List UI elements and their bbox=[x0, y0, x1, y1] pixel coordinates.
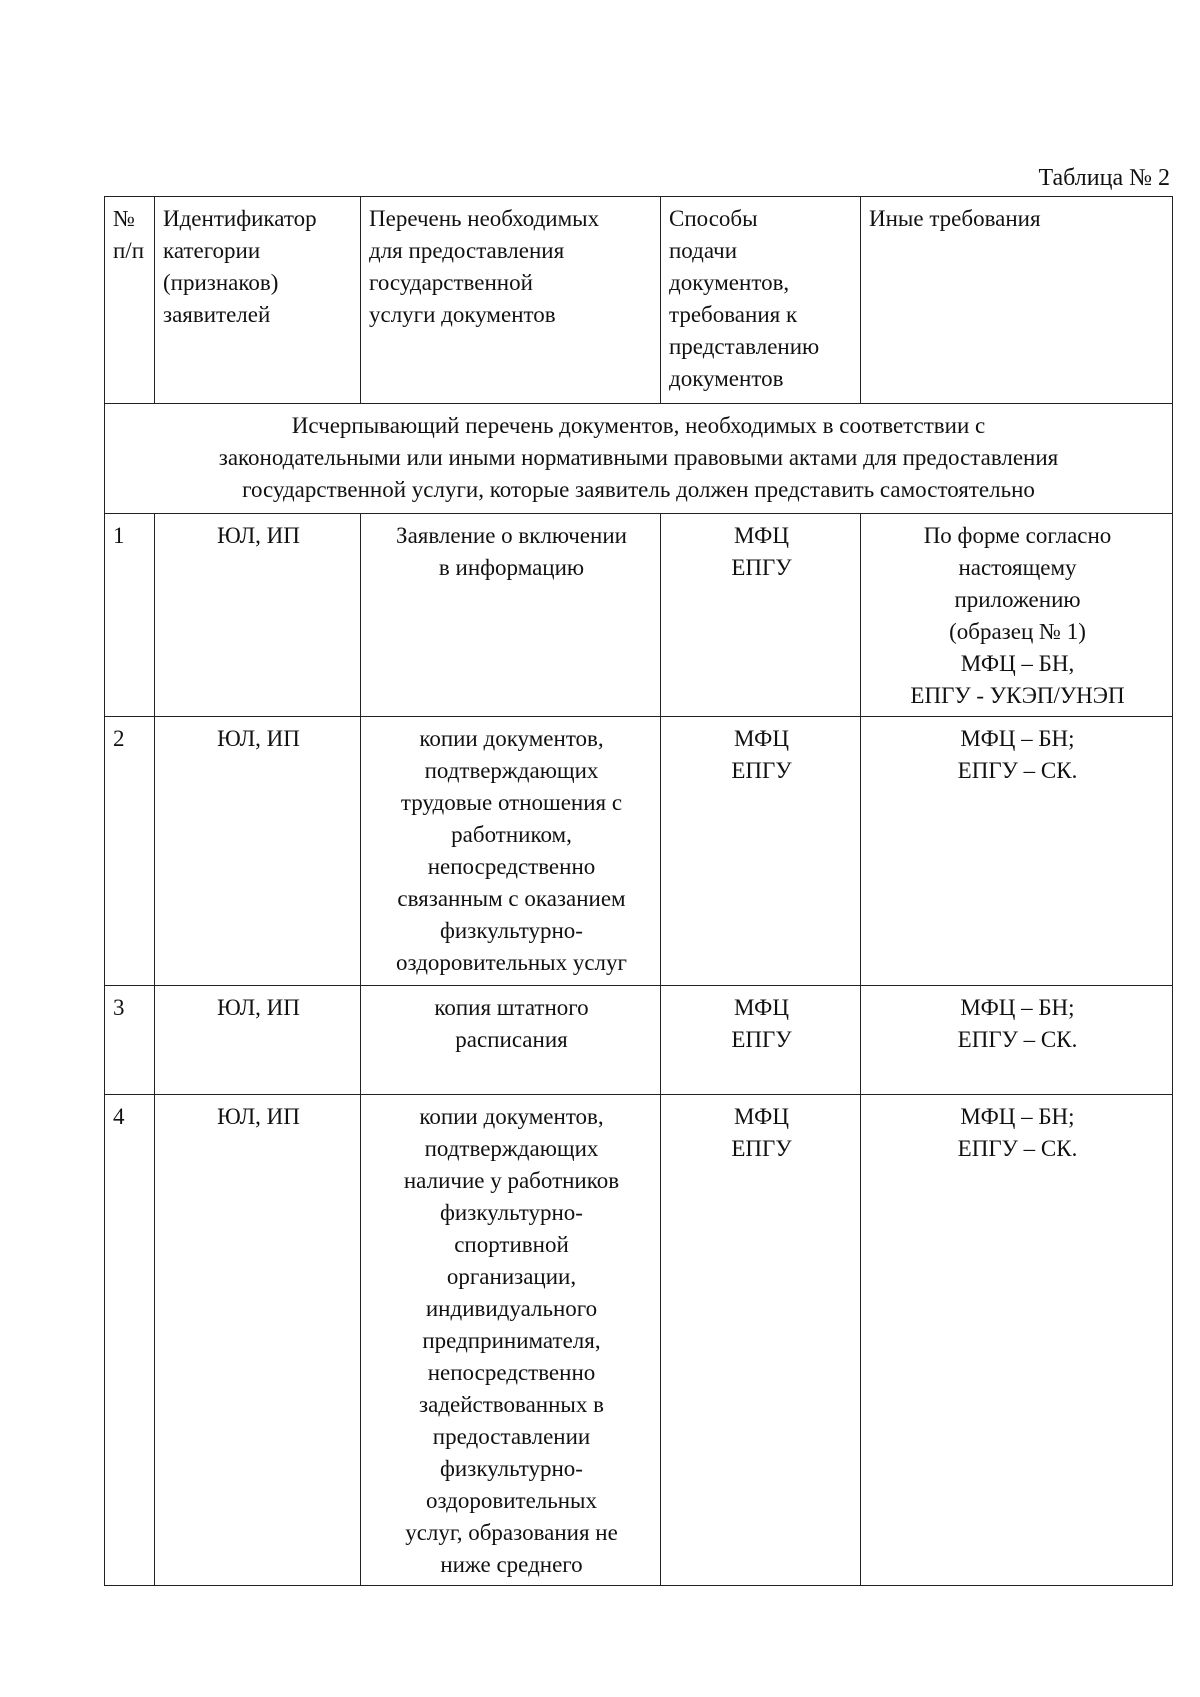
row-document: копии документов, подтверждающих наличие у работников физкультурно- спортивной организации, индивидуального предпринимателя, непосредственно задействованных в предоставлении физкультурно- оздоровительных услуг, образования не ниже среднего bbox=[361, 1095, 661, 1586]
header-num: № п/п bbox=[105, 197, 155, 404]
row-other: По форме согласно настоящему приложению (образец № 1) МФЦ – БН, ЕПГУ - УКЭП/УНЭП bbox=[861, 514, 1173, 717]
row-category: ЮЛ, ИП bbox=[155, 1095, 361, 1586]
row-methods: МФЦ ЕПГУ bbox=[661, 986, 861, 1095]
row-other: МФЦ – БН; ЕПГУ – СК. bbox=[861, 1095, 1173, 1586]
requirements-table bbox=[104, 196, 1173, 1586]
table-row bbox=[105, 514, 1173, 717]
row-methods: МФЦ ЕПГУ bbox=[661, 1095, 861, 1586]
row-num: 3 bbox=[105, 986, 155, 1095]
row-document: копии документов, подтверждающих трудовые отношения с работником, непосредственно связанным с оказанием физкультурно- оздоровительных услуг bbox=[361, 717, 661, 986]
row-methods: МФЦ ЕПГУ bbox=[661, 514, 861, 717]
table-row bbox=[105, 986, 1173, 1095]
row-other: МФЦ – БН; ЕПГУ – СК. bbox=[861, 986, 1173, 1095]
section-row bbox=[105, 404, 1173, 514]
table-row bbox=[105, 717, 1173, 986]
row-document: Заявление о включении в информацию bbox=[361, 514, 661, 717]
table-caption: Таблица № 2 bbox=[1038, 165, 1170, 191]
section-title: Исчерпывающий перечень документов, необходимых в соответствии с законодательными или иными нормативными правовыми актами для предоставления государственной услуги, которые заявитель должен представить самостоятельно bbox=[105, 404, 1173, 514]
row-category: ЮЛ, ИП bbox=[155, 986, 361, 1095]
table-header-row bbox=[105, 197, 1173, 404]
header-category: Идентификатор категории (признаков) заявителей bbox=[155, 197, 361, 404]
row-category: ЮЛ, ИП bbox=[155, 514, 361, 717]
row-category: ЮЛ, ИП bbox=[155, 717, 361, 986]
row-document: копия штатного расписания bbox=[361, 986, 661, 1095]
table-row bbox=[105, 1095, 1173, 1586]
row-methods: МФЦ ЕПГУ bbox=[661, 717, 861, 986]
row-num: 4 bbox=[105, 1095, 155, 1586]
header-methods: Способы подачи документов, требования к представлению документов bbox=[661, 197, 861, 404]
row-num: 1 bbox=[105, 514, 155, 717]
header-other: Иные требования bbox=[861, 197, 1173, 404]
header-documents: Перечень необходимых для предоставления государственной услуги документов bbox=[361, 197, 661, 404]
row-other: МФЦ – БН; ЕПГУ – СК. bbox=[861, 717, 1173, 986]
row-num: 2 bbox=[105, 717, 155, 986]
